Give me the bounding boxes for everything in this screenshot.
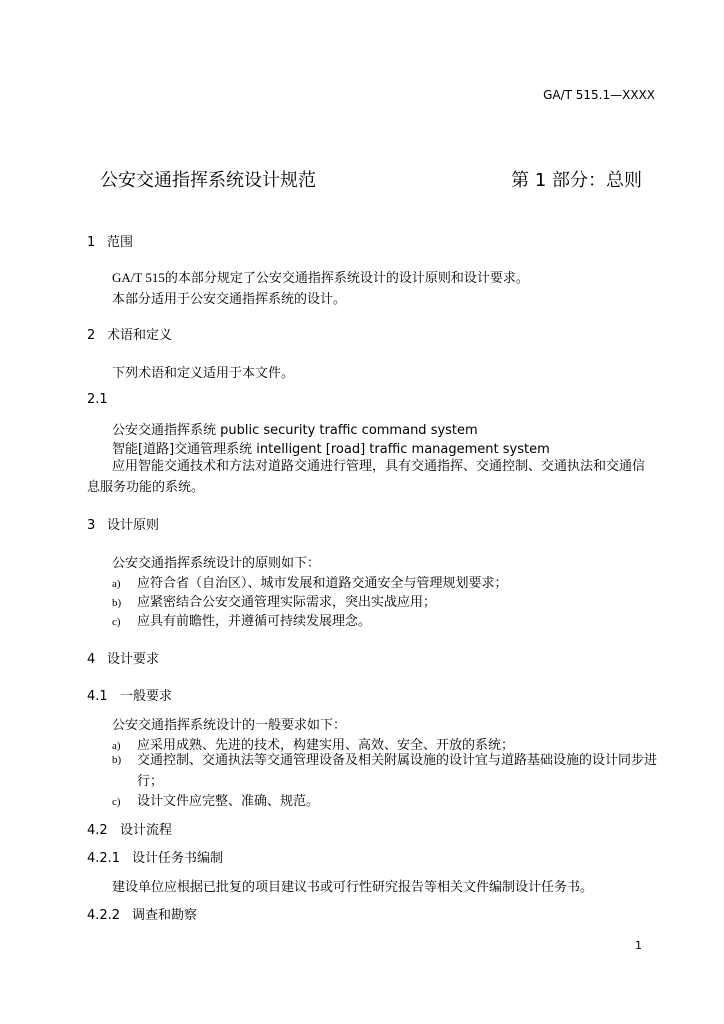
section-title: 设计任务书编制 — [132, 851, 224, 866]
list-marker: b) — [112, 597, 122, 609]
scope-paragraph-2: 本部分适用于公安交通指挥系统的设计。 — [112, 292, 347, 307]
section-title: 一般要求 — [120, 689, 173, 704]
list-text: 应紧密结合公安交通管理实际需求，突出实战应用； — [137, 595, 437, 610]
section-number: 2 — [87, 328, 96, 343]
section-3-heading — [87, 514, 159, 533]
section-title: 调查和勘察 — [132, 908, 198, 923]
section-4-heading — [87, 648, 159, 667]
principles-intro: 公安交通指挥系统设计的原则如下： — [112, 556, 321, 571]
list-item — [112, 750, 657, 792]
document-title: 公安交通指挥系统设计规范 — [100, 170, 316, 191]
term-definition: 应用智能交通技术和方法对道路交通进行管理，具有交通指挥、交通控制、交通执法和交通信息服务功能的系统。 — [87, 459, 646, 495]
task-book-paragraph: 建设单位应根据已批复的项目建议书或可行性研究报告等相关文件编制设计任务书。 — [112, 880, 594, 895]
section-2-heading — [87, 324, 172, 343]
section-number: 4.2.1 — [87, 851, 121, 866]
list-item — [112, 591, 436, 610]
section-4-2-heading — [87, 819, 172, 838]
section-title: 设计要求 — [107, 652, 160, 667]
section-title: 术语和定义 — [107, 328, 173, 343]
section-title: 设计流程 — [120, 823, 173, 838]
list-marker: c) — [112, 796, 121, 808]
page-number: 1 — [635, 939, 642, 952]
document-part-title: 第 1 部分：总则 — [511, 170, 642, 191]
section-number: 3 — [87, 518, 96, 533]
terms-intro: 下列术语和定义适用于本文件。 — [112, 366, 295, 381]
section-number: 4.1 — [87, 689, 108, 704]
section-number: 4 — [87, 652, 96, 667]
list-item — [112, 572, 508, 591]
list-marker: a) — [112, 578, 121, 590]
standard-code: GA/T 515 — [112, 270, 165, 285]
section-number: 4.2.2 — [87, 908, 121, 923]
term-number-2-1: 2.1 — [87, 392, 108, 407]
list-text: 应具有前瞻性，并遵循可持续发展理念。 — [137, 614, 372, 629]
section-4-2-1-heading — [87, 847, 223, 866]
list-item — [112, 790, 319, 809]
list-item — [112, 610, 371, 629]
section-title: 范围 — [107, 235, 134, 250]
list-marker: c) — [112, 616, 121, 628]
term-name: 公安交通指挥系统 public security traffic command system — [112, 423, 478, 438]
section-number: 4.2 — [87, 823, 108, 838]
scope-paragraph-1 — [112, 267, 529, 286]
list-text: 应采用成熟、先进的技术，构建实用、高效、安全、开放的系统； — [137, 738, 515, 753]
section-number: 1 — [87, 235, 96, 250]
list-text: 应符合省（自治区）、城市发展和道路交通安全与管理规划要求； — [137, 576, 508, 591]
list-marker: b) — [112, 754, 122, 766]
list-marker: a) — [112, 740, 121, 752]
requirements-intro: 公安交通指挥系统设计的一般要求如下： — [112, 718, 347, 733]
term-synonym: 智能[道路]交通管理系统 intelligent [road] traffic management system — [112, 442, 550, 457]
section-title: 设计原则 — [107, 518, 160, 533]
section-1-heading — [87, 231, 133, 250]
paragraph-text: 的本部分规定了公安交通指挥系统设计的设计原则和设计要求。 — [164, 271, 529, 286]
section-4-1-heading — [87, 685, 172, 704]
section-4-2-2-heading — [87, 904, 197, 923]
list-text: 设计文件应完整、准确、规范。 — [137, 794, 320, 809]
list-text: 交通控制、交通执法等交通管理设备及相关附属设施的设计宜与道路基础设施的设计同步进行； — [137, 753, 658, 789]
standard-number: GA/T 515.1—XXXX — [543, 88, 655, 102]
